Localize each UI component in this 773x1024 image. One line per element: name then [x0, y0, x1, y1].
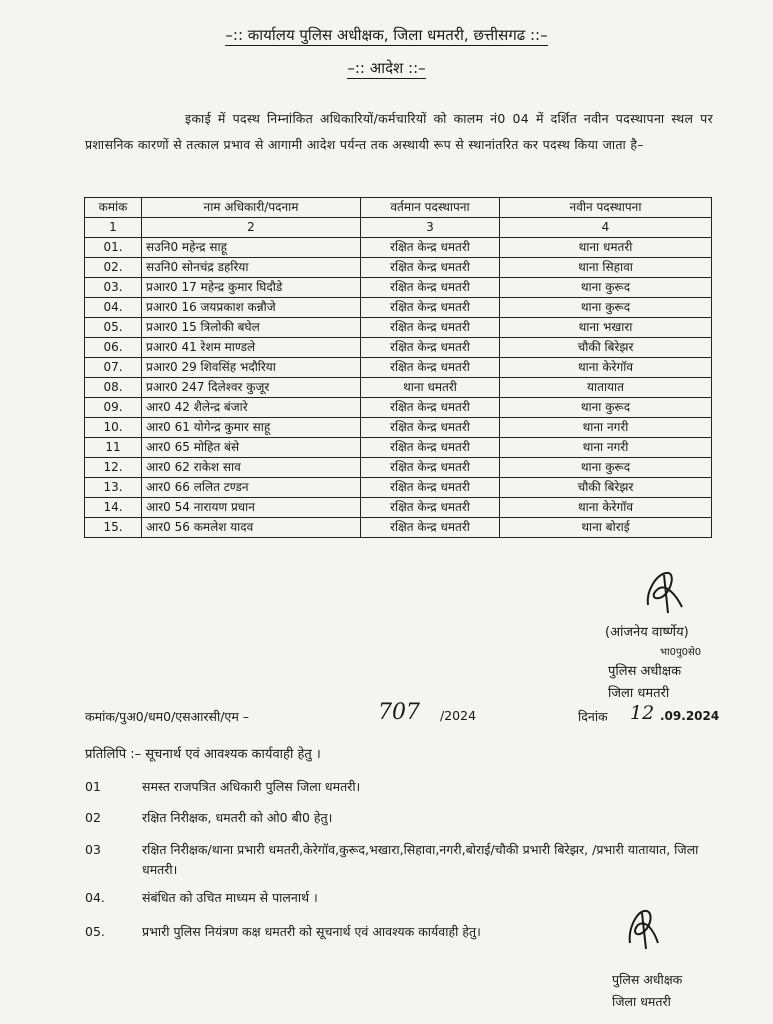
header-new-posting: नवीन पदस्थापना [500, 198, 712, 218]
cell-new-posting: थाना केरेगॉव [500, 358, 712, 378]
reference-year: /2024 [440, 708, 477, 723]
cell-officer: प्रआर0 17 महेन्द्र कुमार घिदौडे [142, 278, 361, 298]
date-month-year: .09.2024 [660, 709, 720, 723]
table-row [85, 318, 712, 338]
cell-new-posting: थाना कुरूद [500, 398, 712, 418]
table-row [85, 438, 712, 458]
cell-current-posting: रक्षित केन्द्र धमतरी [361, 498, 500, 518]
cell-serial: 03. [85, 278, 142, 298]
table-body [85, 238, 712, 538]
cell-current-posting: रक्षित केन्द्र धमतरी [361, 278, 500, 298]
cell-new-posting: थाना कुरूद [500, 458, 712, 478]
signatory-post: पुलिस अधीक्षक [608, 664, 682, 679]
cell-current-posting: रक्षित केन्द्र धमतरी [361, 458, 500, 478]
cell-officer: सउनि0 महेन्द्र साहू [142, 238, 361, 258]
cell-current-posting: थाना धमतरी [361, 378, 500, 398]
footer-district: जिला धमतरी [612, 994, 671, 1009]
cell-serial: 07. [85, 358, 142, 378]
colnum: 2 [142, 218, 361, 238]
footer-post: पुलिस अधीक्षक [612, 972, 683, 987]
cell-serial: 09. [85, 398, 142, 418]
table-row [85, 478, 712, 498]
cell-current-posting: रक्षित केन्द्र धमतरी [361, 478, 500, 498]
copy-item-number: 02 [85, 810, 101, 825]
cell-current-posting: रक्षित केन्द्र धमतरी [361, 418, 500, 438]
cell-new-posting: थाना बोराई [500, 518, 712, 538]
cell-officer: आर0 54 नारायण प्रधान [142, 498, 361, 518]
copy-item-number: 01 [85, 779, 101, 794]
table-row [85, 278, 712, 298]
signature-mark [642, 565, 688, 617]
copy-item-number: 04. [85, 890, 105, 905]
copy-heading: प्रतिलिपि :– सूचनार्थ एवं आवश्यक कार्यवाही हेतु । [85, 747, 321, 762]
cell-new-posting: थाना नगरी [500, 438, 712, 458]
copy-item-text: रक्षित निरीक्षक/थाना प्रभारी धमतरी,केरेगॉव,कुरूद,भखारा,सिहावा,नगरी,बोराई/चौकी प्रभारी बिरेझर, /प्रभारी यातायात, जिला धमतरी। [142, 842, 699, 877]
cell-new-posting: यातायात [500, 378, 712, 398]
cell-current-posting: रक्षित केन्द्र धमतरी [361, 238, 500, 258]
cell-officer: प्रआर0 247 दिलेश्वर कुजूर [142, 378, 361, 398]
cell-serial: 10. [85, 418, 142, 438]
table-colnum-row [85, 218, 712, 238]
cell-new-posting: चौकी बिरेझर [500, 478, 712, 498]
table-row [85, 498, 712, 518]
header-current-posting: वर्तमान पदस्थापना [361, 198, 500, 218]
colnum: 4 [500, 218, 712, 238]
table-row [85, 238, 712, 258]
date-day: 12 [630, 702, 655, 724]
cell-officer: आर0 56 कमलेश यादव [142, 518, 361, 538]
copy-item-number: 05. [85, 924, 105, 939]
reference-prefix: कमांक/पुअ0/धम0/एसआरसी/एम – [85, 709, 250, 724]
cell-new-posting: थाना भखारा [500, 318, 712, 338]
cell-officer: आर0 66 ललित टण्डन [142, 478, 361, 498]
cell-new-posting: थाना धमतरी [500, 238, 712, 258]
transfer-table [84, 197, 712, 538]
table-row [85, 398, 712, 418]
signatory-district: जिला धमतरी [608, 686, 670, 701]
cell-current-posting: रक्षित केन्द्र धमतरी [361, 358, 500, 378]
cell-serial: 04. [85, 298, 142, 318]
cell-officer: आर0 62 राकेश साव [142, 458, 361, 478]
table-row [85, 338, 712, 358]
cell-new-posting: थाना नगरी [500, 418, 712, 438]
cell-new-posting: थाना सिहावा [500, 258, 712, 278]
cell-officer: सउनि0 सोनचंद्र डहरिया [142, 258, 361, 278]
cell-current-posting: रक्षित केन्द्र धमतरी [361, 398, 500, 418]
cell-new-posting: चौकी बिरेझर [500, 338, 712, 358]
cell-current-posting: रक्षित केन्द्र धमतरी [361, 438, 500, 458]
intro-paragraph: इकाई में पदस्थ निम्नांकित अधिकारियों/कर्मचारियों को कालम नं0 04 में दर्शित नवीन पदस्थापना स्थल पर प्रशासनिक कारणों से तत्काल प्रभाव से आगामी आदेश पर्यन्त तक अस्थायी रूप से स्थानांतरित कर पदस्थ किया जाता है– [85, 111, 713, 152]
cell-current-posting: रक्षित केन्द्र धमतरी [361, 518, 500, 538]
cell-serial: 05. [85, 318, 142, 338]
table-row [85, 418, 712, 438]
cell-new-posting: थाना कुरूद [500, 298, 712, 318]
cell-officer: प्रआर0 29 शिवसिंह भदौरिया [142, 358, 361, 378]
header-name: नाम अधिकारी/पदनाम [142, 198, 361, 218]
cell-officer: आर0 65 मोहित बंसे [142, 438, 361, 458]
cell-officer: प्रआर0 16 जयप्रकाश कन्नौजे [142, 298, 361, 318]
office-title: –:: कार्यालय पुलिस अधीक्षक, जिला धमतरी, छत्तीसगढ ::– [225, 26, 548, 44]
date-label: दिनांक [578, 709, 608, 724]
cell-officer: प्रआर0 41 रेशम माण्डले [142, 338, 361, 358]
cell-serial: 01. [85, 238, 142, 258]
cell-officer: आर0 42 शैलेन्द्र बंजारे [142, 398, 361, 418]
copy-item-text: समस्त राजपत्रित अधिकारी पुलिस जिला धमतरी। [142, 779, 361, 794]
cell-serial: 14. [85, 498, 142, 518]
signatory-rank: भा0पु0से0 [660, 647, 702, 658]
table-row [85, 358, 712, 378]
cell-serial: 15. [85, 518, 142, 538]
reference-number: 707 [378, 700, 420, 725]
cell-serial: 02. [85, 258, 142, 278]
cell-new-posting: थाना कुरूद [500, 278, 712, 298]
copy-item-number: 03 [85, 842, 101, 857]
cell-serial: 11 [85, 438, 142, 458]
copy-item-text: प्रभारी पुलिस नियंत्रण कक्ष धमतरी को सूचनार्थ एवं आवश्यक कार्यवाही हेतु। [142, 924, 481, 939]
cell-current-posting: रक्षित केन्द्र धमतरी [361, 338, 500, 358]
cell-officer: आर0 61 योगेन्द्र कुमार साहू [142, 418, 361, 438]
cell-current-posting: रक्षित केन्द्र धमतरी [361, 318, 500, 338]
cell-serial: 13. [85, 478, 142, 498]
table-row [85, 378, 712, 398]
table-row [85, 458, 712, 478]
cell-serial: 08. [85, 378, 142, 398]
cell-serial: 06. [85, 338, 142, 358]
table-row [85, 518, 712, 538]
cell-serial: 12. [85, 458, 142, 478]
cell-new-posting: थाना केरेगॉव [500, 498, 712, 518]
header-serial: कमांक [85, 198, 142, 218]
cell-officer: प्रआर0 15 त्रिलोकी बघेल [142, 318, 361, 338]
table-row [85, 298, 712, 318]
colnum: 3 [361, 218, 500, 238]
colnum: 1 [85, 218, 142, 238]
cell-current-posting: रक्षित केन्द्र धमतरी [361, 298, 500, 318]
copy-item-text: संबंधित को उचित माध्यम से पालनार्थ । [142, 890, 318, 905]
table-header-row [85, 198, 712, 218]
cell-current-posting: रक्षित केन्द्र धमतरी [361, 258, 500, 278]
signatory-name: (आंजनेय वार्ष्णेय) [605, 625, 689, 640]
order-title: –:: आदेश ::– [347, 59, 426, 77]
table-row [85, 258, 712, 278]
copy-item-text: रक्षित निरीक्षक, धमतरी को ओ0 बी0 हेतु। [142, 810, 333, 825]
signature-mark [626, 903, 662, 951]
